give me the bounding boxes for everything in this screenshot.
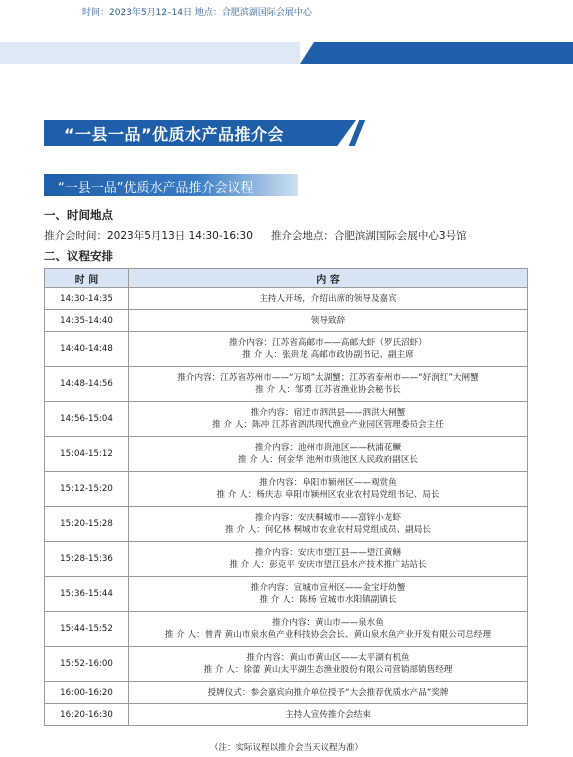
content-line: 推 介 人：彭克平 安庆市望江县水产技术推广站站长 bbox=[229, 560, 427, 570]
content-line: 推 介 人：张贵龙 高邮市政协副书记、副主席 bbox=[242, 350, 414, 360]
expo-name: 第六届中国国际现代渔业暨渔业科技博览会 bbox=[344, 8, 516, 18]
row-time: 15:04-15:12 bbox=[45, 437, 129, 472]
row-time: 16:20-16:30 bbox=[45, 704, 129, 726]
agenda-note: （注：实际议程以推介会当天议程为准） bbox=[209, 743, 363, 753]
row-time: 14:40-14:48 bbox=[45, 332, 129, 367]
content-line: 推 介 人：杨庆志 阜阳市颍州区农业农村局党组书记、局长 bbox=[216, 490, 440, 500]
row-content bbox=[129, 332, 528, 367]
row-time: 16:00-16:20 bbox=[45, 682, 129, 704]
table-row bbox=[45, 542, 528, 577]
row-time: 15:12-15:20 bbox=[45, 472, 129, 507]
top-banner-left bbox=[0, 42, 300, 64]
table-row bbox=[45, 507, 528, 542]
row-content bbox=[129, 367, 528, 402]
content-line: 授牌仪式：参会嘉宾向推介单位授予“大会推荐优质水产品”奖牌 bbox=[207, 687, 449, 698]
section-heading-time-place: 一、时间地点 bbox=[44, 208, 113, 222]
table-row bbox=[45, 647, 528, 682]
agenda-header-row bbox=[45, 269, 528, 288]
main-title: “一县一品”优质水产品推介会 bbox=[64, 125, 285, 144]
row-time: 14:56-15:04 bbox=[45, 402, 129, 437]
row-content bbox=[129, 402, 528, 437]
content-line: 推介内容：江苏省苏州市——“万顷”太湖蟹；江苏省泰州市——“好润红”大闸蟹 bbox=[177, 373, 479, 383]
table-row bbox=[45, 704, 528, 726]
content-line: 推介内容：安庆市望江县——望江黄鳝 bbox=[254, 548, 402, 558]
row-content bbox=[129, 437, 528, 472]
content-line: 推 介 人：陈杨 宣城市水阳镇副镇长 bbox=[259, 595, 397, 605]
row-content bbox=[129, 682, 528, 704]
row-content bbox=[129, 612, 528, 647]
time-place-line bbox=[44, 228, 467, 243]
content-line: 推介内容：黄山市——泉水鱼 bbox=[272, 618, 384, 628]
table-row bbox=[45, 310, 528, 332]
top-banner bbox=[0, 42, 573, 64]
content-line: 推 介 人：陈冲 江苏省泗洪现代渔业产业园区管理委员会主任 bbox=[212, 420, 444, 430]
row-time: 14:30-14:35 bbox=[45, 288, 129, 310]
row-time: 14:35-14:40 bbox=[45, 310, 129, 332]
row-time: 15:44-15:52 bbox=[45, 612, 129, 647]
content-line: 推 介 人：何亿林 桐城市农业农村局党组成员、副局长 bbox=[225, 525, 431, 535]
row-content bbox=[129, 288, 528, 310]
event-info: 时间：2023年5月12–14日 地点：合肥滨湖国际会展中心 bbox=[82, 8, 312, 18]
row-content bbox=[129, 310, 528, 332]
sub-title: “一县一品”优质水产品推介会议程 bbox=[58, 181, 254, 196]
row-time: 15:36-15:44 bbox=[45, 577, 129, 612]
table-row bbox=[45, 367, 528, 402]
row-content bbox=[129, 577, 528, 612]
content-line: 推介内容：阜阳市颍州区——观赏鱼 bbox=[259, 478, 397, 488]
content-line: 推 介 人：徐蕾 黄山太平湖生态渔业股份有限公司营销部销售经理 bbox=[203, 665, 453, 675]
content-line: 推 介 人：曾青 黄山市泉水鱼产业科技协会会长、黄山泉水鱼产业开发有限公司总经理 bbox=[164, 630, 492, 640]
row-content bbox=[129, 647, 528, 682]
table-row bbox=[45, 682, 528, 704]
table-row bbox=[45, 402, 528, 437]
row-content bbox=[129, 507, 528, 542]
section-heading-agenda: 二、议程安排 bbox=[44, 249, 113, 263]
content-line: 推 介 人：邹勇 江苏省渔业协会秘书长 bbox=[255, 385, 401, 395]
table-row bbox=[45, 288, 528, 310]
agenda-table bbox=[44, 268, 528, 726]
row-time: 14:48-14:56 bbox=[45, 367, 129, 402]
table-row bbox=[45, 577, 528, 612]
content-line: 推介内容：黄山市黄山区——太平湖有机鱼 bbox=[246, 653, 410, 663]
content-line: 推介内容：宣城市宣州区——金宝圩幼蟹 bbox=[250, 583, 406, 593]
content-line: 主持人开场，介绍出席的领导及嘉宾 bbox=[259, 293, 397, 304]
row-content bbox=[129, 542, 528, 577]
table-row bbox=[45, 437, 528, 472]
table-row bbox=[45, 332, 528, 367]
content-line: 推 介 人：何金华 池州市贵池区人民政府副区长 bbox=[237, 455, 419, 465]
content-line: 推介内容：宿迁市泗洪县——泗洪大闸蟹 bbox=[250, 408, 406, 418]
row-time: 15:28-15:36 bbox=[45, 542, 129, 577]
table-row bbox=[45, 612, 528, 647]
header-time: 时 间 bbox=[45, 269, 129, 288]
content-line: 主持人宣传推介会结束 bbox=[285, 709, 371, 720]
meeting-time: 推介会时间：2023年5月13日 14:30-16:30 bbox=[44, 230, 253, 242]
content-line: 推介内容：江苏省高邮市——高邮大虾（罗氏沼虾） bbox=[229, 338, 427, 348]
content-line: 推介内容：池州市贵池区——秋浦花鳜 bbox=[254, 443, 402, 453]
header-content: 内 容 bbox=[129, 269, 528, 288]
row-time: 15:20-15:28 bbox=[45, 507, 129, 542]
table-row bbox=[45, 472, 528, 507]
content-line: 领导致辞 bbox=[310, 315, 346, 326]
row-time: 15:52-16:00 bbox=[45, 647, 129, 682]
top-banner-right bbox=[300, 42, 573, 64]
meeting-place: 推介会地点：合肥滨湖国际会展中心3号馆 bbox=[270, 230, 467, 242]
row-content bbox=[129, 472, 528, 507]
content-line: 推介内容：安庆桐城市——富锌小龙虾 bbox=[254, 513, 402, 523]
row-content bbox=[129, 704, 528, 726]
